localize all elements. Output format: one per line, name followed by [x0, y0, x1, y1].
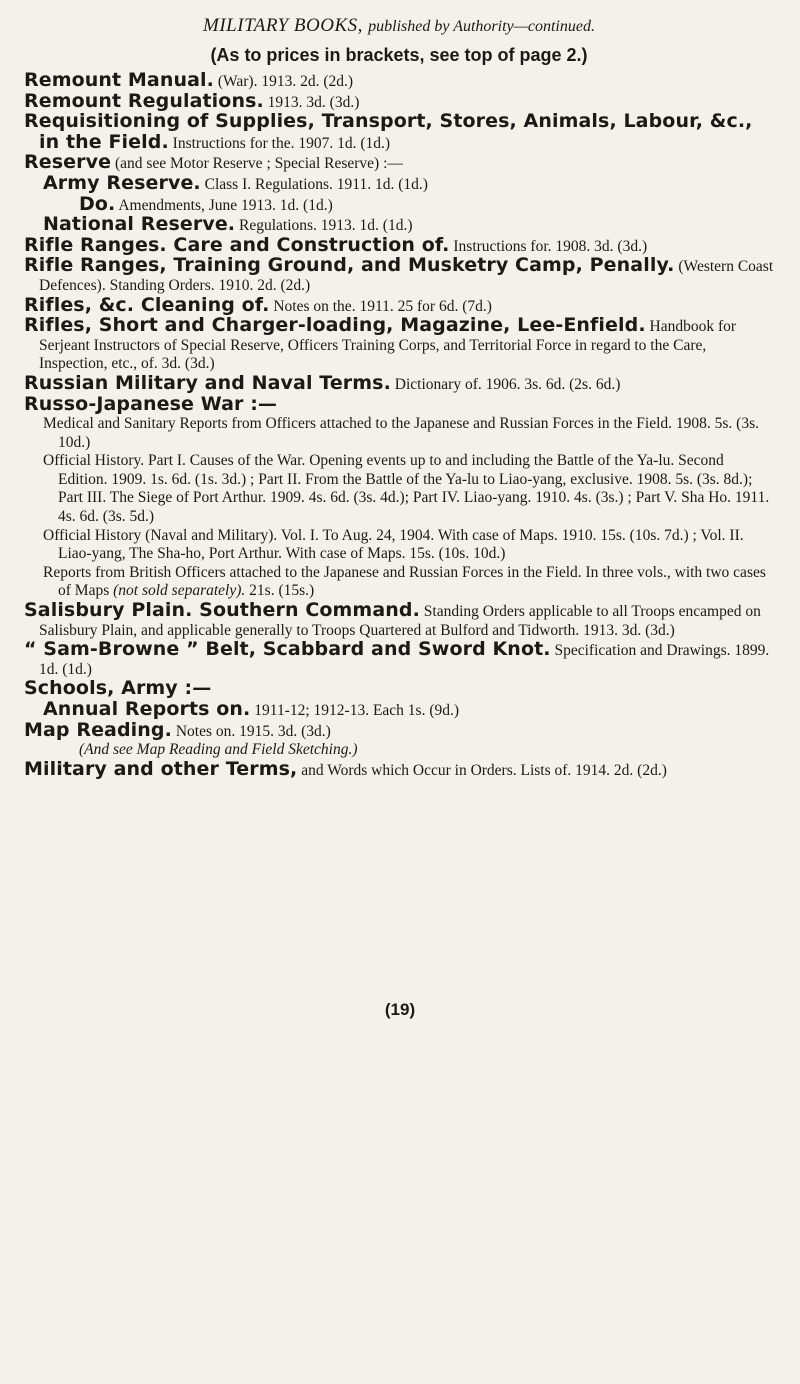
catalogue-entry: Military and other Terms, and Words which Occur in Orders. Lists of. 1914. 2d. (2d.): [24, 757, 667, 780]
catalogue-entry: Russian Military and Naval Terms. Dictionary of. 1906. 3s. 6d. (2s. 6d.): [24, 371, 621, 394]
catalogue-entry: Rifle Ranges. Care and Construction of. Instructions for. 1908. 3d. (3d.): [24, 233, 648, 256]
price-note: (As to prices in brackets, see top of page 2.): [210, 45, 588, 65]
page-number: (19): [384, 1000, 416, 1019]
running-title: MILITARY BOOKS,: [203, 15, 363, 36]
sub-entry: Official History. Part I. Causes of the War. Opening events up to and including the Battle of the Ya-lu. Second Edition. 1909. 1s. 6d. (1s. 3d.) ; Part II. From the Battle of the Ya-lu to Liao-yang, exclusive. 1908. 5s. (3s. 8d.); Part III. The Siege of Port Arthur. 1909. 4s. 6d. (3s. 4d.); Part IV. Liao-yang. 1910. 4s. (3s.) ; Part V. Sha Ho. 1911. 4s. 6d. (3s. 5d.): [43, 452, 770, 526]
running-head: [24, 14, 774, 39]
sub-entry: National Reserve. Regulations. 1913. 1d. (1d.): [43, 213, 413, 236]
catalogue-entry: Rifle Ranges, Training Ground, and Musketry Camp, Penally. (Western Coast Defences). Standing Orders. 1910. 2d. (2d.): [24, 254, 774, 294]
running-subtitle: published by Authority—continued.: [368, 18, 595, 35]
catalogue-entry: Remount Manual. (War). 1913. 2d. (2d.): [24, 69, 354, 91]
catalogue-entry: “ Sam-Browne ” Belt, Scabbard and Sword Knot. Specification and Drawings. 1899. 1d. (1d.): [24, 638, 770, 678]
catalogue-entry: Schools, Army :—: [24, 677, 212, 700]
catalogue-entry: Map Reading. Notes on. 1915. 3d. (3d.): [24, 718, 331, 741]
sub-entry: Annual Reports on. 1911-12; 1912-13. Each 1s. (9d.): [43, 698, 460, 720]
catalogue-entry: Rifles, Short and Charger-loading, Magazine, Lee-Enfield. Handbook for Serjeant Instructors of Special Reserve, Officers Training Corps, and Territorial Force in regard to the Care, Inspection, etc., of. 3d. (3d.): [24, 314, 737, 373]
sub-entry: Army Reserve. Class I. Regulations. 1911. 1d. (1d.): [43, 171, 428, 194]
sub-entry: Official History (Naval and Military). Vol. I. To Aug. 24, 1904. With case of Maps. 1910. 15s. (10s. 7d.) ; Vol. II. Liao-yang, The Sha-ho, Port Arthur. With case of Maps. 15s. (10s. 10d.): [43, 526, 744, 563]
sub-entry: Medical and Sanitary Reports from Officers attached to the Japanese and Russian Forces in the Field. 1908. 5s. (3s. 10d.): [43, 415, 759, 451]
catalogue-entry: Reserve (and see Motor Reserve ; Special Reserve) :—: [24, 151, 403, 174]
catalogue-entry: Requisitioning of Supplies, Transport, Stores, Animals, Labour, &c., in the Field. Instructions for the. 1907. 1d. (1d.): [24, 110, 753, 153]
sub-entry: Do. Amendments, June 1913. 1d. (1d.): [79, 192, 333, 215]
catalogue-entry: Rifles, &c. Cleaning of. Notes on the. 1911. 25 for 6d. (7d.): [24, 293, 492, 316]
catalogue-entry: Salisbury Plain. Southern Command. Standing Orders applicable to all Troops encamped on Salisbury Plain, and applicable generally to Troops Quartered at Bulford and Tidworth. 1913. 3d. (3d.): [24, 599, 761, 639]
catalogue-entry: Remount Regulations. 1913. 3d. (3d.): [24, 89, 360, 112]
sub-entry: Reports from British Officers attached to the Japanese and Russian Forces in the Field. In three vols., with two cases of Maps (not sold separately). 21s. (15s.): [43, 563, 766, 600]
sub-entry: (And see Map Reading and Field Sketching.): [79, 741, 358, 759]
catalogue-entry: Russo-Japanese War :—: [24, 392, 278, 415]
